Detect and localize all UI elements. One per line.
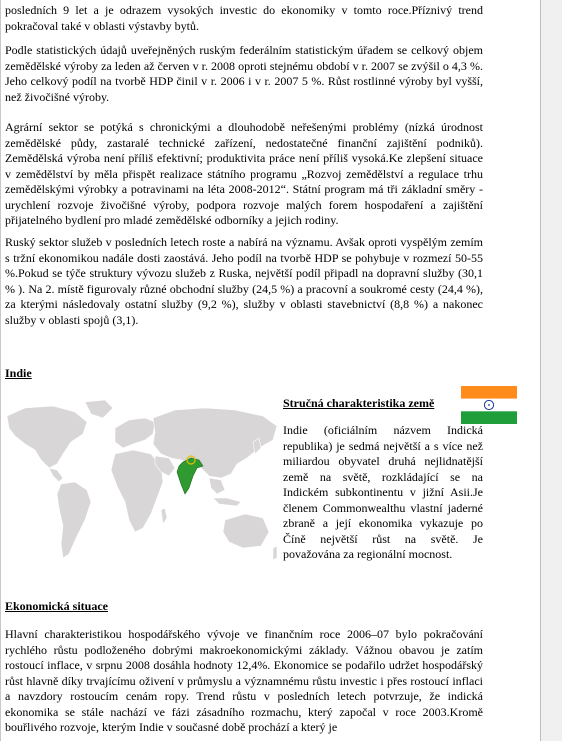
continent-greenland bbox=[85, 400, 113, 418]
paragraph-4: Ruský sektor služeb v posledních letech roste a nabírá na významu. Avšak oproti vyspělým zemím s tržní ekonomikou nadále dosti zaostává. Jeho podíl na tvorbě HDP se pohybuje v rozmezí 50-55 %.Pokud se týče struktury vývozu služeb z Ruska, největší podíl připadl na dopravní služby (30,1 % ). Na 2. místě figurovaly různé obchodní služby (24,5 %) a pracovní a soukromé cesty (24,4 %), za kterými následovaly ostatní služby (9,2 %), služby v oblasti stavebnictví (8,8 %) a nakonec služby v oblasti spojů (3,1). bbox=[5, 235, 483, 327]
heading-economy: Ekonomická situace bbox=[5, 599, 109, 613]
country-box-title: Stručná charakteristika země bbox=[283, 396, 435, 410]
scroll-gutter[interactable] bbox=[541, 0, 562, 741]
continent-europe bbox=[115, 418, 155, 448]
paragraph-5: Hlavní charakteristikou hospodářského vývoje ve finančním roce 2006–07 bylo pokračování rychlého růstu podloženého dobrými makroekonomickými základy. Vážnou obavou je zatím rostoucí inflace, v srpnu 2008 dosáhla hodnoty 12,4%. Ekonomice se podařilo udržet hospodářský růst hlavně díky trvajícímu oživení v průmyslu a významnému růstu investic i přes rostoucí inflaci a navzdory rostoucím cenám ropy. Trend růstu v posledních letech potvrzuje, že indická ekonomika se stále nachází ve fázi zásadního rozmachu, který započal v roce 2003.Kromě bouřlivého rozvoje, kterým Indie v současné době prochází a který je bbox=[5, 627, 483, 734]
continent-south-america bbox=[57, 482, 91, 558]
paragraph-1: posledních 9 let a je odrazem vysokých investic do ekonomiky v tomto roce.Příznivý trend pokračoval také v oblasti výstavby bytů. bbox=[5, 3, 483, 33]
continent-north-america bbox=[7, 406, 87, 468]
world-map-locator bbox=[5, 398, 282, 582]
paragraph-3: Agrární sektor se potýká s chronickými a dlouhodobě neřešenými problémy (nízká úrodnost zemědělské půdy, zastaralé technické zařízení, nedostatečné finanční zajištění podniků). Zemědělská výroba není příliš efektivní; produktivita práce není příliš vysoká.Ke zlepšení situace v zemědělství by měla přispět realizace státního programu „Rozvoj zemědělství a regulace trhu zemědělskými výrobky a potravinami na léta 2008-2012“. Státní program má tři základní směry - urychlení rozvoje živočišné výroby, podpora rozvoje malých forem hospodaření a zajištění přijatelného bydlení pro mladé zemědělské odborníky a jejich rodiny. bbox=[5, 120, 483, 227]
country-box-text: Indie (oficiálním názvem Indická republika) je sedmá největší a s více než miliardou obyvatel druhá nejlidnatější země na světě, rozkládající se na Indickém subkontinentu v jižní Asii.Je členem Commonwealthu vlastní jaderné zbraně a její ekonomika vykazuje po Číně největší růst na světě. Je považována za regionální mocnost. bbox=[283, 423, 483, 561]
island-new-zealand bbox=[273, 546, 277, 560]
region-indonesia bbox=[213, 498, 241, 506]
continent-australia bbox=[223, 514, 269, 548]
region-southeast-asia bbox=[209, 478, 225, 494]
island-madagascar bbox=[161, 508, 167, 524]
continent-central-america bbox=[49, 468, 63, 482]
world-map-svg bbox=[5, 398, 282, 582]
paragraph-2: Podle statistických údajů uveřejněných ruským federálním statistickým úřadem se celkový objem zemědělské výroby za leden až červen v r. 2008 oproti stejnému období v r. 2007 se zvýšil o 4,3 %. Jeho celkový podíl na tvorbě HDP činil v r. 2006 i v r. 2007 5 %. Růst rostlinné výroby byl vyšší, než živočišné výroby. bbox=[5, 43, 483, 104]
page-left-edge bbox=[0, 0, 1, 741]
heading-india: Indie bbox=[5, 366, 32, 380]
